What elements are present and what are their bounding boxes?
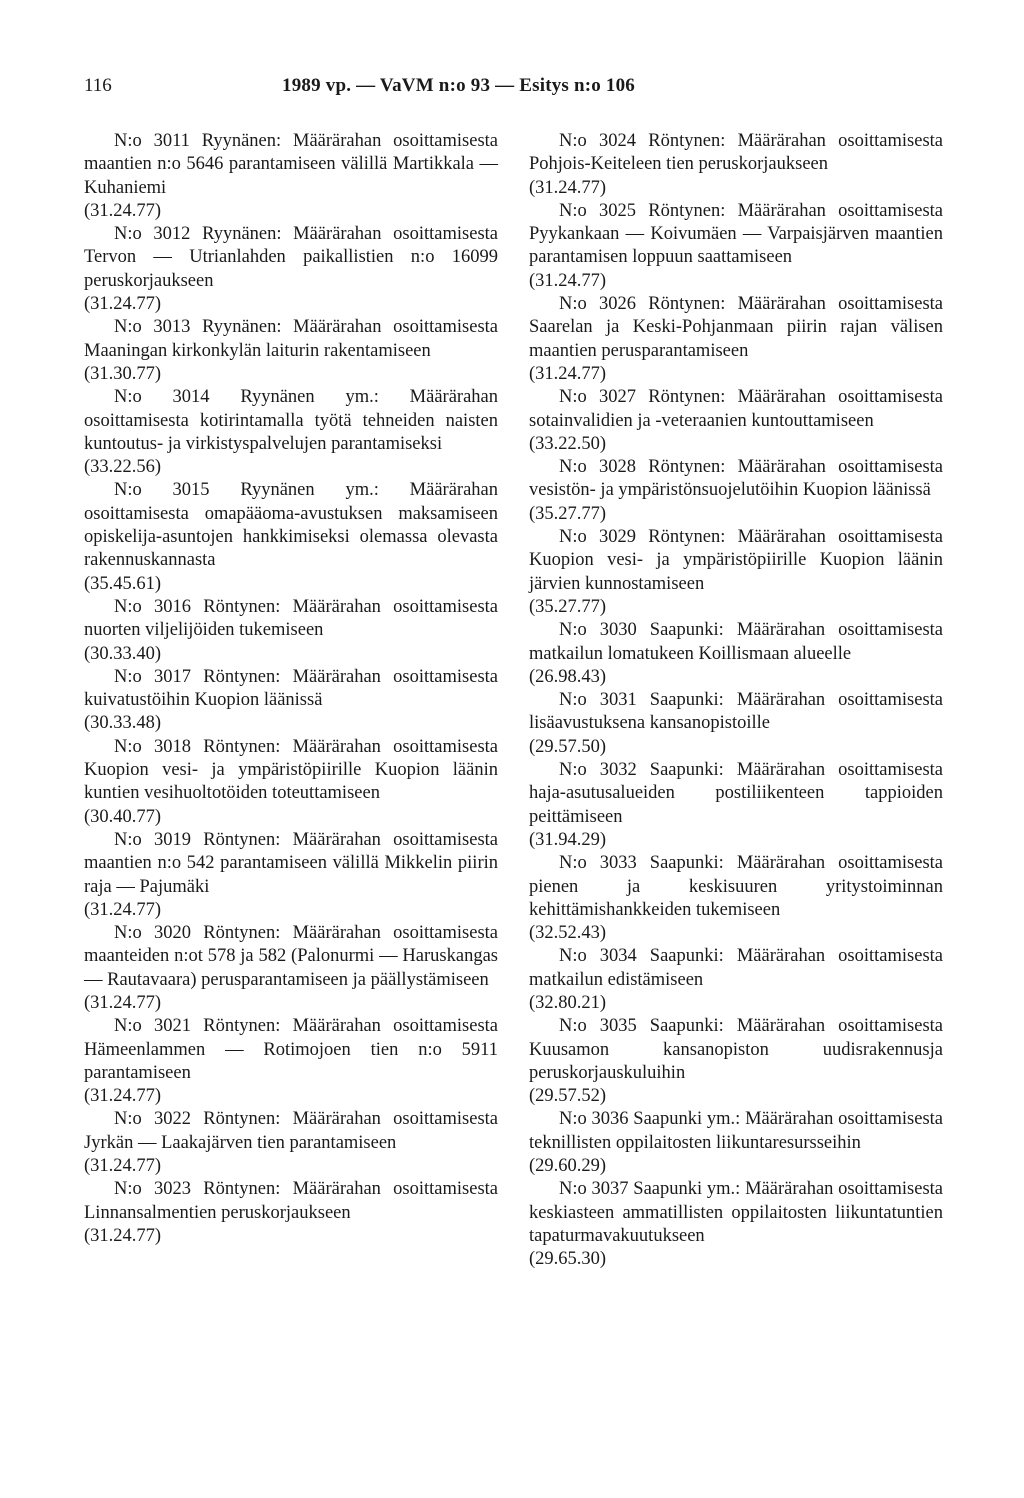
- motion-entry: [84, 223, 498, 316]
- motion-entry: [84, 736, 498, 829]
- motion-entry: [84, 666, 498, 736]
- motion-entry: [529, 852, 943, 945]
- motion-entry: [529, 526, 943, 619]
- motion-text: N:o 3037 Saapunki ym.: Määrärahan osoittamisesta keskiasteen ammatillisten oppilaitosten liikuntatuntien tapaturmavakuutukseen: [529, 1179, 943, 1246]
- budget-code: (31.24.77): [84, 1156, 162, 1177]
- motion-text: N:o 3012 Ryynänen: Määrärahan osoittamisesta Tervon — Utrianlahden paikallistien n:o 16099 peruskorjaukseen: [84, 224, 498, 291]
- motion-text: N:o 3014 Ryynänen ym.: Määrärahan osoittamisesta kotirintamalla työtä tehneiden naisten kuntoutus- ja virkistyspalvelujen parantamiseksi: [84, 387, 498, 454]
- running-head: 1989 vp. — VaVM n:o 93 — Esitys n:o 106: [282, 75, 636, 96]
- motion-text: N:o 3018 Röntynen: Määrärahan osoittamisesta Kuopion vesi- ja ympäristöpiirille Kuopion läänin kuntien vesihuoltotöiden toteuttamiseen: [84, 736, 498, 804]
- budget-code: (31.24.77): [84, 294, 162, 315]
- motion-entry: [529, 456, 943, 526]
- motion-text: N:o 3033 Saapunki: Määrärahan osoittamisesta pienen ja keskisuuren yritystoiminnan kehittämishankkeiden tukemiseen: [529, 853, 943, 920]
- motion-entry: [84, 829, 498, 922]
- motion-text: N:o 3026 Röntynen: Määrärahan osoittamisesta Saarelan ja Keski-Pohjanmaan piirin rajan välisen maantien perusparantamiseen: [529, 294, 943, 361]
- page-number: 116: [84, 75, 112, 96]
- budget-code: (31.24.77): [529, 177, 607, 198]
- motion-text: N:o 3020 Röntynen: Määrärahan osoittamisesta maanteiden n:ot 578 ja 582 (Palonurmi — Haruskangas — Rautavaara) perusparantamiseen ja päällystämiseen: [84, 923, 498, 990]
- motion-entry: [84, 386, 498, 479]
- budget-code: (31.24.77): [84, 992, 162, 1013]
- budget-code: (31.24.77): [84, 1225, 162, 1246]
- budget-code: (35.45.61): [84, 573, 162, 594]
- motion-entry: [84, 130, 498, 223]
- budget-code: (35.27.77): [529, 596, 607, 617]
- motion-text: N:o 3016 Röntynen: Määrärahan osoittamisesta nuorten viljelijöiden tukemiseen: [84, 596, 498, 641]
- budget-code: (31.30.77): [84, 363, 162, 384]
- motion-entry: [529, 945, 943, 1015]
- motion-text: N:o 3023 Röntynen: Määrärahan osoittamisesta Linnansalmentien peruskorjaukseen: [84, 1179, 498, 1223]
- motion-text: N:o 3025 Röntynen: Määrärahan osoittamisesta Pyykankaan — Koivumäen — Varpaisjärven maantien parantamisen loppuun saattamiseen: [529, 200, 943, 268]
- motion-text: N:o 3034 Saapunki: Määrärahan osoittamisesta matkailun edistämiseen: [529, 946, 943, 990]
- motion-text: N:o 3017 Röntynen: Määrärahan osoittamisesta kuivatustöihin Kuopion läänissä: [84, 666, 498, 711]
- motion-text: N:o 3019 Röntynen: Määrärahan osoittamisesta maantien n:o 542 parantamiseen välillä Mikkelin piirin raja — Pajumäki: [84, 829, 498, 897]
- motion-entry: [84, 596, 498, 666]
- motion-text: N:o 3011 Ryynänen: Määrärahan osoittamisesta maantien n:o 5646 parantamiseen välillä Martikkala — Kuhaniemi: [84, 131, 498, 198]
- budget-code: (29.57.50): [529, 736, 607, 757]
- budget-code: (31.24.77): [84, 899, 162, 920]
- motion-entry: [529, 619, 943, 689]
- motion-text: N:o 3035 Saapunki: Määrärahan osoittamisesta Kuusamon kansanopiston uudisrakennusja peruskorjauskuluihin: [529, 1016, 943, 1083]
- budget-code: (31.24.77): [84, 200, 162, 221]
- motion-entry: [529, 689, 943, 759]
- motion-entry: [529, 1178, 943, 1271]
- motion-entry: [84, 479, 498, 595]
- motion-entry: [529, 200, 943, 293]
- motion-text: N:o 3013 Ryynänen: Määrärahan osoittamisesta Maaningan kirkonkylän laiturin rakentamiseen: [84, 317, 498, 361]
- motion-entry: [84, 316, 498, 386]
- budget-code: (29.65.30): [529, 1249, 607, 1270]
- budget-code: (30.33.40): [84, 643, 162, 664]
- motion-entry: [529, 1015, 943, 1108]
- budget-code: (30.33.48): [84, 713, 162, 734]
- motion-text: N:o 3021 Röntynen: Määrärahan osoittamisesta Hämeenlammen — Rotimojoen tien n:o 5911 parantamiseen: [84, 1016, 498, 1083]
- motion-text: N:o 3029 Röntynen: Määrärahan osoittamisesta Kuopion vesi- ja ympäristöpiirille Kuopion läänin järvien kunnostamiseen: [529, 527, 943, 594]
- budget-code: (32.52.43): [529, 923, 607, 944]
- budget-code: (32.80.21): [529, 992, 607, 1013]
- motion-text: N:o 3027 Röntynen: Määrärahan osoittamisesta sotainvalidien ja -veteraanien kuntouttamiseen: [529, 387, 943, 431]
- motion-entry: [529, 130, 943, 200]
- motion-text: N:o 3024 Röntynen: Määrärahan osoittamisesta Pohjois-Keiteleen tien peruskorjaukseen: [529, 131, 943, 175]
- budget-code: (31.24.77): [84, 1086, 162, 1107]
- motion-entry: [84, 922, 498, 1015]
- motion-entry: [529, 386, 943, 456]
- motion-entry: [529, 759, 943, 852]
- budget-code: (33.22.56): [84, 457, 162, 478]
- budget-code: (29.60.29): [529, 1156, 607, 1177]
- motion-entry: [84, 1108, 498, 1178]
- motion-entry: [529, 1108, 943, 1178]
- motion-text: N:o 3015 Ryynänen ym.: Määrärahan osoittamisesta omapääoma-avustuksen maksamiseen opiskelija-asuntojen hankkimiseksi olemassa olevasta rakennuskannasta: [84, 480, 498, 571]
- motion-entry: [529, 293, 943, 386]
- motion-text: N:o 3036 Saapunki ym.: Määrärahan osoittamisesta teknillisten oppilaitosten liikuntaresursseihin: [529, 1109, 943, 1153]
- budget-code: (33.22.50): [529, 433, 607, 454]
- budget-code: (29.57.52): [529, 1086, 607, 1107]
- left-column: [84, 130, 498, 1248]
- motion-text: N:o 3030 Saapunki: Määrärahan osoittamisesta matkailun lomatukeen Koillismaan alueelle: [529, 620, 943, 664]
- motion-entry: [84, 1178, 498, 1248]
- budget-code: (26.98.43): [529, 666, 607, 687]
- right-column: [529, 130, 943, 1272]
- budget-code: (31.94.29): [529, 829, 607, 850]
- motion-entry: [84, 1015, 498, 1108]
- budget-code: (31.24.77): [529, 270, 607, 291]
- budget-code: (31.24.77): [529, 363, 607, 384]
- budget-code: (30.40.77): [84, 806, 162, 827]
- motion-text: N:o 3028 Röntynen: Määrärahan osoittamisesta vesistön- ja ympäristönsuojelutöihin Kuopion läänissä: [529, 457, 943, 501]
- motion-text: N:o 3022 Röntynen: Määrärahan osoittamisesta Jyrkän — Laakajärven tien parantamiseen: [84, 1109, 498, 1153]
- motion-text: N:o 3032 Saapunki: Määrärahan osoittamisesta haja-asutusalueiden postiliikenteen tappioiden peittämiseen: [529, 760, 943, 827]
- motion-text: N:o 3031 Saapunki: Määrärahan osoittamisesta lisäavustuksena kansanopistoille: [529, 690, 943, 734]
- budget-code: (35.27.77): [529, 503, 607, 524]
